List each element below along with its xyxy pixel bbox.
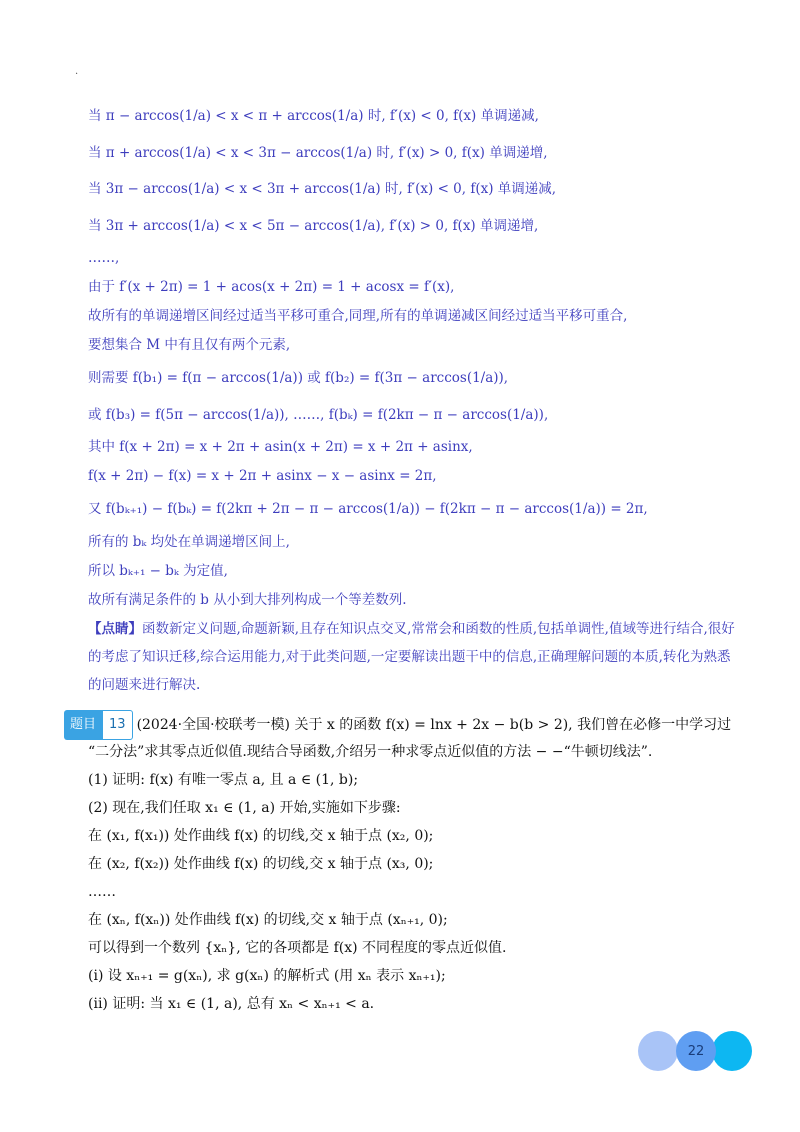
problem-badge-label: 题目 — [64, 710, 102, 740]
problem-header — [64, 710, 744, 738]
solution-line-7: 故所有的单调递增区间经过适当平移可重合,同理,所有的单调递减区间经过适当平移可重合, — [88, 308, 628, 324]
solution-line-10: 或 f(b₃) = f(5π − arccos(1/a)), ……, f(bₖ) = f(2kπ − π − arccos(1/a)), — [88, 406, 549, 423]
solution-line-8: 要想集合 M 中有且仅有两个元素, — [88, 337, 291, 353]
problem-line-5: …… — [88, 884, 116, 900]
problem-line-8: (i) 设 xₙ₊₁ = g(xₙ), 求 g(xₙ) 的解析式 (用 xₙ 表示 xₙ₊₁); — [88, 968, 446, 984]
problem-line-9: (ii) 证明: 当 x₁ ∈ (1, a), 总有 xₙ < xₙ₊₁ < a. — [88, 996, 375, 1012]
solution-line-4: 当 3π + arccos(1/a) < x < 5π − arccos(1/a), f′(x) > 0, f(x) 单调递增, — [88, 217, 539, 234]
problem-line-7: 可以得到一个数列 {xₙ}, 它的各项都是 f(x) 不同程度的零点近似值. — [88, 940, 507, 956]
solution-block — [88, 98, 738, 699]
key-point-text: 函数新定义问题,命题新颖,且存在知识点交叉,常常会和函数的性质,包括单调性,值域等进行结合,很好的考虑了知识迁移,综合运用能力,对于此类问题,一定要解读出题干中的信息,正确理解问题的本质,转化为熟悉的问题来进行解决. — [88, 620, 735, 693]
problem-intro: (2024·全国·校联考一模) 关于 x 的函数 f(x) = lnx + 2x − b(b > 2), 我们曾在必修一中学习过 — [136, 717, 732, 733]
problem-intro-2: “二分法”求其零点近似值.现结合导函数,介绍另一种求零点近似值的方法 − −“牛顿切线法”. — [88, 744, 653, 760]
solution-line-12: f(x + 2π) − f(x) = x + 2π + asinx − x − asinx = 2π, — [88, 468, 437, 484]
page-number: 22 — [676, 1031, 716, 1071]
page-circle-left — [638, 1031, 678, 1071]
problem-line-6: 在 (xₙ, f(xₙ)) 处作曲线 f(x) 的切线,交 x 轴于点 (xₙ₊₁, 0); — [88, 912, 448, 928]
solution-line-3: 当 3π − arccos(1/a) < x < 3π + arccos(1/a) 时, f′(x) < 0, f(x) 单调递减, — [88, 181, 557, 197]
solution-line-13: 又 f(bₖ₊₁) − f(bₖ) = f(2kπ + 2π − π − arccos(1/a)) − f(2kπ − π − arccos(1/a)) = 2π, — [88, 501, 648, 517]
problem-line-4: 在 (x₂, f(x₂)) 处作曲线 f(x) 的切线,交 x 轴于点 (x₃, 0); — [88, 856, 434, 872]
problem-badge-number: 13 — [102, 710, 133, 740]
page-number-decoration — [636, 1030, 756, 1072]
key-point-tag: 【点睛】 — [88, 620, 142, 637]
solution-line-1: 当 π − arccos(1/a) < x < π + arccos(1/a) 时, f′(x) < 0, f(x) 单调递减, — [88, 108, 539, 124]
problem-line-2: (2) 现在,我们任取 x₁ ∈ (1, a) 开始,实施如下步骤: — [88, 800, 401, 816]
solution-line-9: 则需要 f(b₁) = f(π − arccos(1/a)) 或 f(b₂) = f(3π − arccos(1/a)), — [88, 370, 509, 386]
problem-line-1: (1) 证明: f(x) 有唯一零点 a, 且 a ∈ (1, b); — [88, 772, 359, 788]
solution-line-2: 当 π + arccos(1/a) < x < 3π − arccos(1/a) 时, f′(x) > 0, f(x) 单调递增, — [88, 144, 548, 161]
solution-line-6: 由于 f′(x + 2π) = 1 + acos(x + 2π) = 1 + acosx = f′(x), — [88, 279, 455, 295]
problem-block — [64, 710, 744, 1018]
solution-line-16: 故所有满足条件的 b 从小到大排列构成一个等差数列. — [88, 591, 407, 608]
solution-line-15: 所以 bₖ₊₁ − bₖ 为定值, — [88, 562, 228, 579]
page-circle-right — [712, 1031, 752, 1071]
solution-line-14: 所有的 bₖ 均处在单调递增区间上, — [88, 533, 290, 550]
header-mark: . — [75, 66, 79, 77]
problem-line-3: 在 (x₁, f(x₁)) 处作曲线 f(x) 的切线,交 x 轴于点 (x₂, 0); — [88, 828, 434, 844]
problem-badge — [64, 710, 133, 740]
solution-line-11: 其中 f(x + 2π) = x + 2π + asin(x + 2π) = x + 2π + asinx, — [88, 439, 473, 455]
key-point-note — [88, 615, 738, 699]
solution-line-5: ……, — [88, 250, 120, 266]
